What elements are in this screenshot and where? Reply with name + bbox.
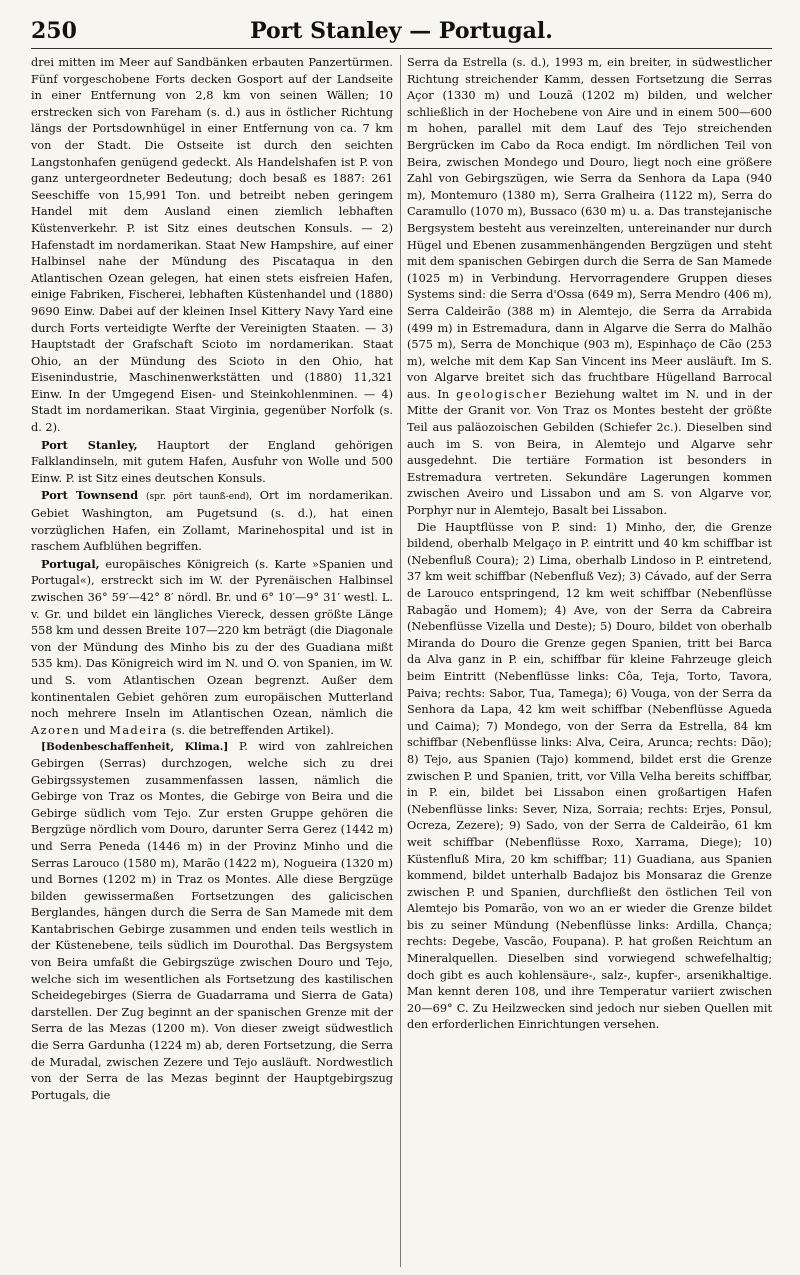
section-heading: [Bodenbeschaffenheit, Klima.] <box>41 741 229 754</box>
spaced-term: Azoren <box>31 723 81 737</box>
page-number: 250 <box>31 18 77 44</box>
spaced-term: geologischer <box>456 387 548 401</box>
entry-portugal <box>31 556 393 740</box>
paragraph-text: Beziehung waltet im N. und in der Mitte der Granit vor. Von Traz os Montes besteht der größte Teil aus paläozoischen Gebilden (Schiefer 2c.). Dieselben sind auch im S. von Beira, in Alemtejo und Algarve sehr ausgedehnt. Die tertiäre Formation ist besonders in Estremadura vertreten. Sekundäre Lagerungen kommen zwischen Aveiro und Lissabon und am S. von Algarve vor, Porphyr nur in Alemtejo, Basalt bei Lissabon. <box>407 387 772 518</box>
column-divider <box>400 55 401 1267</box>
entry-port-stanley <box>31 437 393 488</box>
headword: Port Townsend <box>41 488 139 503</box>
pronunciation: (spr. pōrt taunß-end), <box>145 492 252 503</box>
entry-text: (s. die betreffenden Artikel). <box>167 723 334 737</box>
running-head: Port Stanley — Portugal. <box>250 18 553 44</box>
paragraph-mountains <box>407 55 772 520</box>
entry-text: Hauptort der England gehörigen Falklandinseln, mit gutem Hafen, Ausfuhr von Wolle und 500 Einw. P. ist Sitz eines deutschen Konsuls. <box>31 438 393 485</box>
entry-port-townsend <box>31 487 393 555</box>
entry-text: und <box>80 723 110 737</box>
paragraph-rivers: Die Hauptflüsse von P. sind: 1) Minho, der, die Grenze bildend, oberhalb Melgaço in P. eintritt und 40 km schiffbar ist (Nebenfluß Coura); 2) Lima, oberhalb Lindoso in P. eintretend, 37 km weit schiffbar (Nebenfluß Vez); 3) Cávado, auf der Serra de Larouco entspringend, 12 km weit schiffbar (Nebenflüsse Rabagão und Homem); 4) Ave, von der Serra da Cabreira (Nebenflüsse Vizella und Deste); 5) Douro, bildet von oberhalb Miranda do Douro die Grenze gegen Spanien, tritt bei Barca da Alva ganz in P. ein, schiffbar für kleine Fahrzeuge gleich beim Eintritt (Nebenflüsse links: Côa, Teja, Torto, Tavora, Paiva; rechts: Sabor, Tua, Tamega); 6) Vouga, von der Serra da Senhora da Lapa, 42 km weit schiffbar (Nebenflüsse Agueda und Caima); 7) Mondego, von der Serra da Estrella, 84 km schiffbar (Nebenflüsse links: Alva, Ceira, Arunca; rechts: Dão); 8) Tejo, aus Spanien (Tajo) kommend, bildet erst die Grenze zwischen P. und Spanien, tritt, vor Villa Velha bereits schiffbar, in P. ein, bildet bei Lissabon einen großartigen Hafen (Nebenflüsse links: Sever, Niza, Sorraia; rechts: Erjes, Ponsul, Ocreza, Zezere); 9) Sado, von der Serra de Caldeirão, 61 km weit schiffbar (Nebenflüsse Roxo, Xarrama, Diege); 10) Küstenfluß Mira, 20 km schiffbar; 11) Guadiana, aus Spanien kommend, bildet unterhalb Badajoz bis Monsaraz die Grenze zwischen P. und Spanien, durchfließt den östlichen Teil von Alemtejo bis Pomarão, von wo an er wieder die Grenze bildet bis zu seiner Mündung (Nebenflüsse links: Ardilla, Chança; rechts: Degebe, Vascão, Foupana). P. hat großen Reichtum an Mineralquellen. Dieselben sind vorwiegend schwefelhaltig; doch gibt es auch kohlensäure-, salz-, kupfer-, arsenikhaltige. Man kennt deren 108, und ihre Temperatur variiert zwischen 20—69° C. Zu Heilzwecken sind jedoch nur sieben Quellen mit den erforderlichen Einrichtungen versehen. <box>407 520 772 1032</box>
section-bodenbeschaffenheit <box>31 739 393 1104</box>
entry-portsmouth-continued: drei mitten im Meer auf Sandbänken erbauten Panzertürmen. Fünf vorgeschobene Forts decken Gosport auf der Landseite in einer Entfernung von 2,8 km von seinen Wällen; 10 erstrecken sich von Fareham (s. d.) aus in östlicher Richtung längs der Portsdownhügel in einer Entfernung von ca. 7 km von der Stadt. Die Ostseite ist durch den seichten Langstonhafen genügend gedeckt. Als Handelshafen ist P. von ganz untergeordneter Bedeutung; doch besaß es 1887: 261 Seeschiffe von 15,991 Ton. und betreibt neben geringem Handel mit dem Ausland einen ziemlich lebhaften Küstenverkehr. P. ist Sitz eines deutschen Konsuls. — 2) Hafenstadt im nordamerikan. Staat New Hampshire, auf einer Halbinsel nahe der Mündung des Piscataqua in den Atlantischen Ozean gelegen, hat einen stets eisfreien Hafen, einige Fabriken, Fischerei, lebhaften Küstenhandel und (1880) 9690 Einw. Dabei auf der kleinen Insel Kittery Navy Yard eine durch Forts verteidigte Werfte der Vereinigten Staaten. — 3) Hauptstadt der Grafschaft Scioto im nordamerikan. Staat Ohio, an der Mündung des Scioto in den Ohio, hat Eisenindustrie, Maschinenwerkstätten und (1880) 11,321 Einw. In der Umgegend Eisen- und Steinkohlenminen. — 4) Stadt im nordamerikan. Staat Virginia, gegenüber Norfolk (s. d. 2). <box>31 56 393 435</box>
section-text: P. wird von zahlreichen Gebirgen (Serras) durchzogen, welche sich zu drei Gebirgssystemen zusammenfassen lassen, nämlich die Gebirge von Traz os Montes, die Gebirge von Beira und die Gebirge südlich vom Tejo. Zur ersten Gruppe gehören die Bergzüge nördlich vom Douro, darunter Serra Gerez (1442 m) und Serra Peneda (1446 m) in der Provinz Minho und die Serras Larouco (1580 m), Marão (1422 m), Nogueira (1320 m) und Bornes (1202 m) in Traz os Montes. Alle diese Bergzüge bilden gewissermaßen Fortsetzungen des galicischen Berglandes, hängen durch die Serra de San Mamede mit dem Kantabrischen Gebirge zusammen und enden teils westlich in der Küstenebene, teils südlich im Dourothal. Das Bergsystem von Beira umfaßt die Gebirgszüge zwischen Douro und Tejo, welche sich im wesentlichen als Fortsetzung des kastilischen Scheidegebirges (Sierra de Guadarrama und Sierra de Gata) darstellen. Der Zug beginnt an der spanischen Grenze mit der Serra de las Mezas (1200 m). Von dieser zweigt südwestlich die Serra Gardunha (1224 m) ab, deren Fortsetzung, die Serra de Muradal, zwischen Zezere und Tejo ausläuft. Nordwestlich von der Serra de las Mezas beginnt der Hauptgebirgszug Portugals, die <box>31 740 393 1102</box>
entry-text: Ort im nordamerikan. Gebiet Washington, am Pugetsund (s. d.), hat einen vorzüglichen Hafen, ein Zollamt, Marinehospital und ist in raschem Aufblühen begriffen. <box>31 489 393 554</box>
right-column <box>407 55 772 1267</box>
page-header <box>31 18 772 49</box>
entry-text: europäisches Königreich (s. Karte »Spanien und Portugal«), erstreckt sich im W. der Pyrenäischen Halbinsel zwischen 36° 59′—42° 8′ nördl. Br. und 6° 10′—9° 31′ westl. L. v. Gr. und bildet ein längliches Viereck, dessen größte Länge 558 km und dessen Breite 107—220 km beträgt (die Diagonale von der Mündung des Minho bis zu der des Guadiana mißt 535 km). Das Königreich wird im N. und O. von Spanien, im W. und S. vom Atlantischen Ozean begrenzt. Außer dem kontinentalen Gebiet gehören zum europäischen Mutterland noch mehrere Inseln im Atlantischen Ozean, nämlich die <box>31 557 393 721</box>
headword: Port Stanley, <box>41 437 138 452</box>
headword: Portugal, <box>41 556 100 571</box>
spaced-term: Madeira <box>109 723 168 737</box>
paragraph-text: Serra da Estrella (s. d.), 1993 m, ein breiter, in südwestlicher Richtung streichender Kamm, dessen Fortsetzung die Serras Açor (1330 m) und Louzã (1202 m) bilden, und welcher schließlich in der Hochebene von Aire und in einem 500—600 m hohen, parallel mit dem Lauf des Tejo streichenden Bergrücken im Cabo da Roca endigt. Im nördlichen Teil von Beira, zwischen Mondego und Douro, liegt noch eine größere Zahl von Gebirgszügen, wie Serra da Senhora da Lapa (940 m), Montemuro (1380 m), Serra Gralheira (1122 m), Serra do Caramullo (1070 m), Bussaco (630 m) u. a. Das transtejanische Bergsystem besteht aus vereinzelten, untereinander nur durch Hügel und Ebenen zusammenhängenden Bergzügen und steht mit dem spanischen Gebirgen durch die Serra de San Mamede (1025 m) in Verbindung. Hervorragendere Gruppen dieses Systems sind: die Serra d'Ossa (649 m), Serra Mendro (406 m), Serra Caldeirão (388 m) in Alemtejo, die Serra da Arrabida (499 m) in Estremadura, dann in Algarve die Serra do Malhão (575 m), Serra de Monchique (903 m), Espinhaço de Cão (253 m), welche mit dem Kap San Vincent ins Meer ausläuft. Im S. von Algarve breitet sich das fruchtbare Hügelland Barrocal aus. In <box>407 56 772 401</box>
left-column <box>31 55 393 1267</box>
